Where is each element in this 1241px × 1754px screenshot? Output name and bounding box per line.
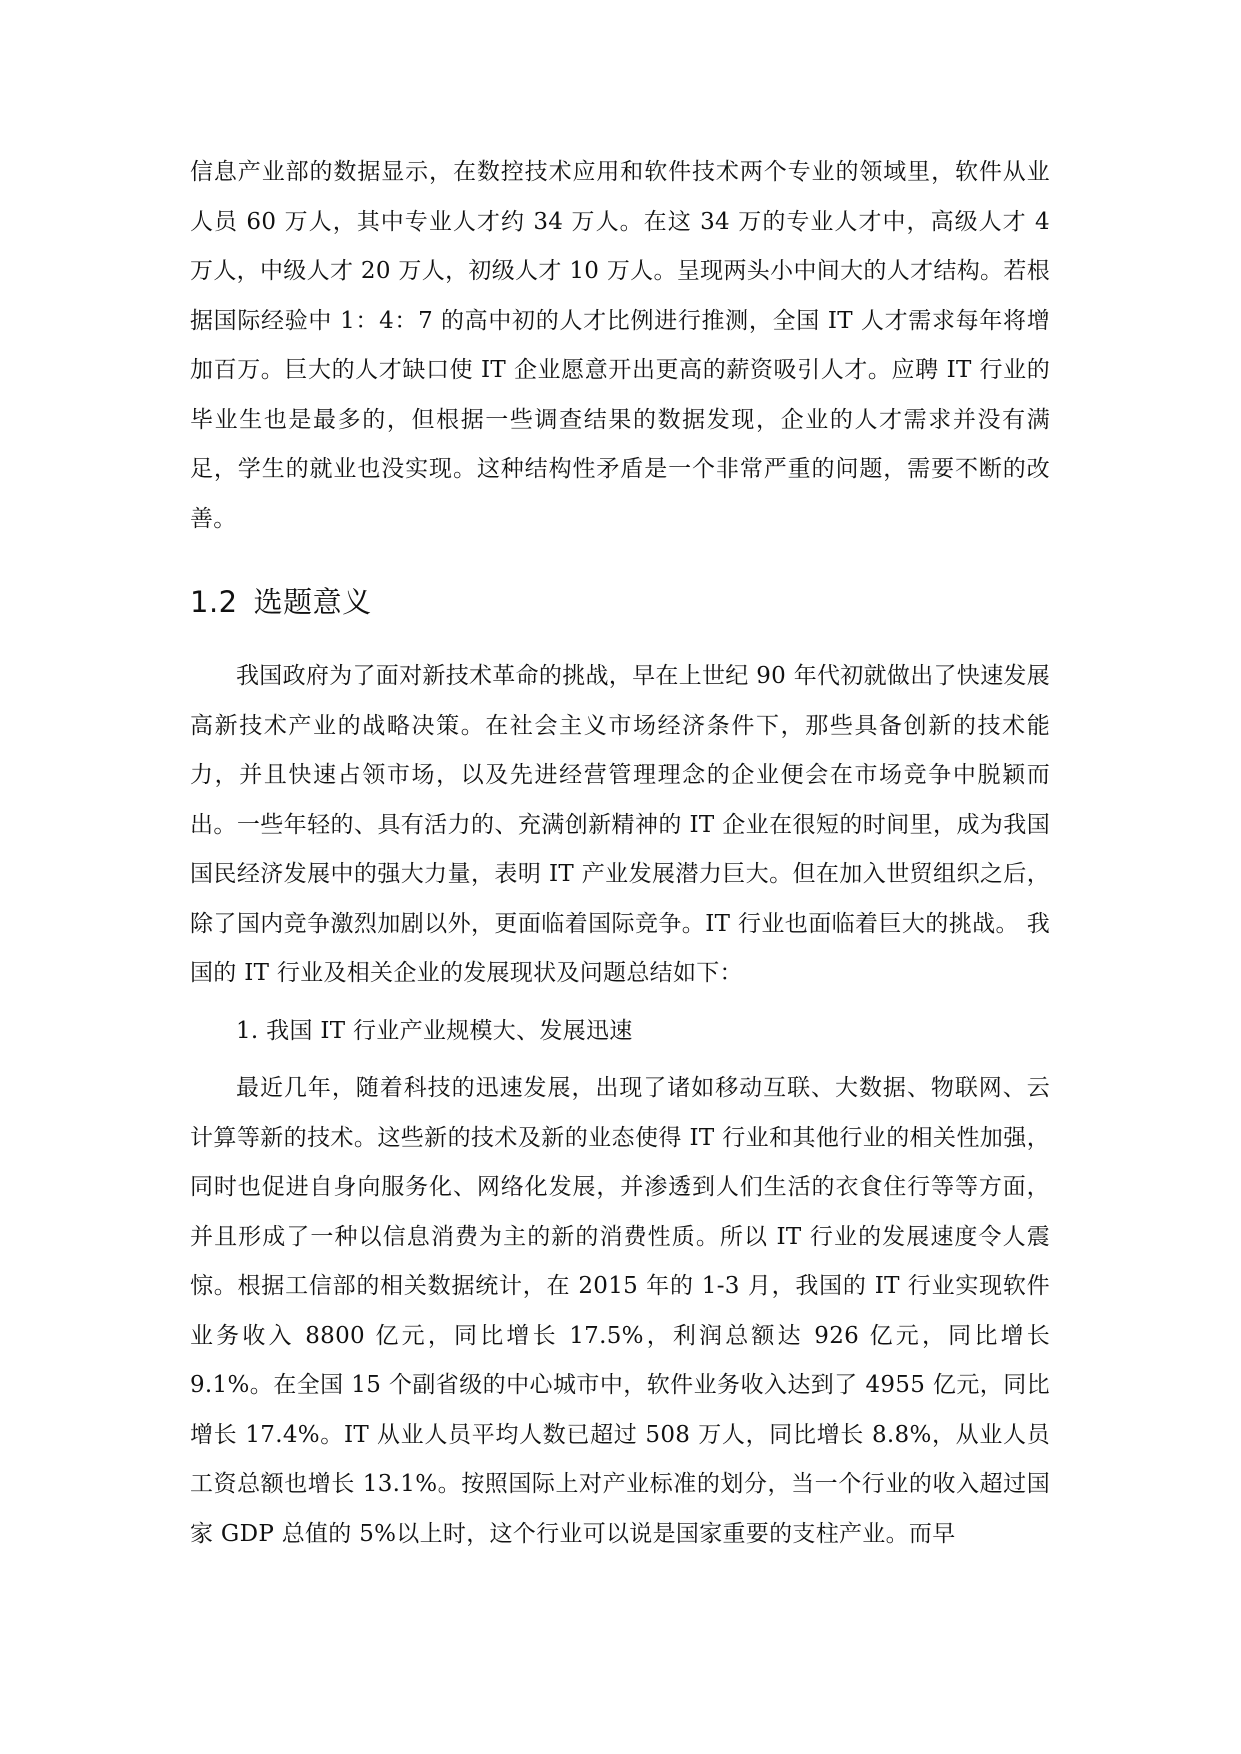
paragraph-talent-statistics: 信息产业部的数据显示，在数控技术应用和软件技术两个专业的领域里，软件从业人员 60 万人，其中专业人才约 34 万人。在这 34 万的专业人才中，高级人才 4 万人，中级人才 20 万人，初级人才 10 万人。呈现两头小中间大的人才结构。若根据国际经验中 1：4：7 的高中初的人才比例进行推测，全国 IT 人才需求每年将增加百万。巨大的人才缺口使 IT 企业愿意开出更高的薪资吸引人才。应聘 IT 行业的毕业生也是最多的，但根据一些调查结果的数据发现，企业的人才需求并没有满足，学生的就业也没实现。这种结构性矛盾是一个非常严重的问题，需要不断的改善。 — [190, 159, 1050, 532]
section-heading — [190, 582, 1050, 622]
section-title: 选题意义 — [253, 585, 372, 619]
list-item-industry-scale: 1. 我国 IT 行业产业规模大、发展迅速 — [236, 1017, 633, 1044]
paragraph-significance: 我国政府为了面对新技术革命的挑战，早在上世纪 90 年代初就做出了快速发展高新技术产业的战略决策。在社会主义市场经济条件下，那些具备创新的技术能力，并且快速占领市场，以及先进经营管理理念的企业便会在市场竞争中脱颖而出。一些年轻的、具有活力的、充满创新精神的 IT 企业在很短的时间里，成为我国国民经济发展中的强大力量，表明 IT 产业发展潜力巨大。但在加入世贸组织之后，除了国内竞争激烈加剧以外，更面临着国际竞争。IT 行业也面临着巨大的挑战。 我国的 IT 行业及相关企业的发展现状及问题总结如下： — [190, 663, 1050, 986]
paragraph-industry-growth: 最近几年，随着科技的迅速发展，出现了诸如移动互联、大数据、物联网、云计算等新的技术。这些新的技术及新的业态使得 IT 行业和其他行业的相关性加强，同时也促进自身向服务化、网络化发展，并渗透到人们生活的衣食住行等等方面，并且形成了一种以信息消费为主的新的消费性质。所以 IT 行业的发展速度令人震惊。根据工信部的相关数据统计，在 2015 年的 1-3 月，我国的 IT 行业实现软件业务收入 8800 亿元，同比增长 17.5%，利润总额达 926 亿元，同比增长 9.1%。在全国 15 个副省级的中心城市中，软件业务收入达到了 4955 亿元，同比增长 17.4%。IT 从业人员平均人数已超过 508 万人，同比增长 8.8%，从业人员工资总额也增长 13.1%。按照国际上对产业标准的划分，当一个行业的收入超过国家 GDP 总值的 5%以上时，这个行业可以说是国家重要的支柱产业。而早 — [190, 1075, 1050, 1547]
section-number: 1.2 — [190, 585, 238, 619]
document-body — [190, 148, 1050, 1559]
spacer — [190, 999, 1050, 1007]
spacer — [190, 1056, 1050, 1064]
